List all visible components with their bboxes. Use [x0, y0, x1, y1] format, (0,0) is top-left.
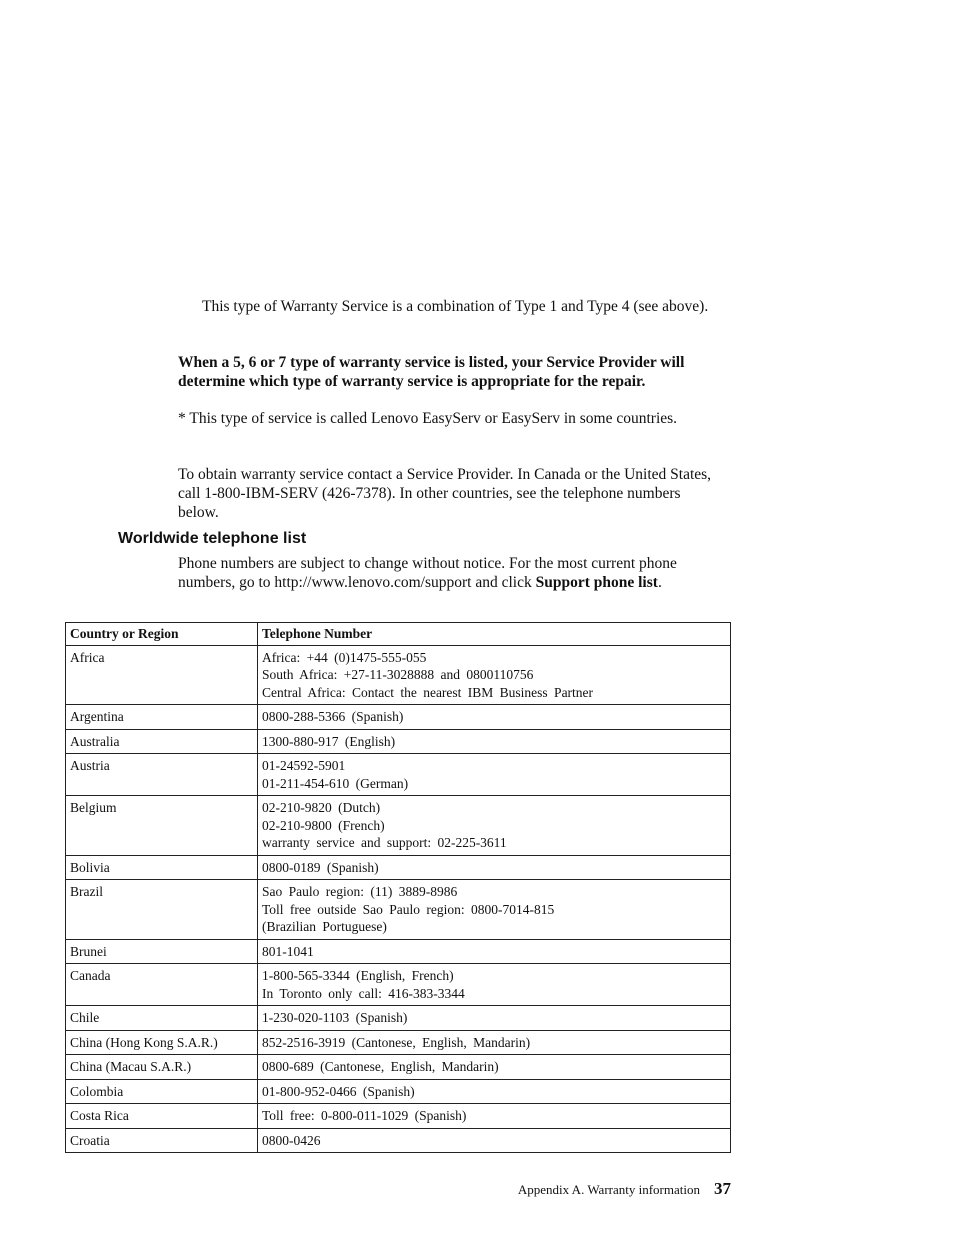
phone-list-intro	[178, 554, 723, 592]
country-cell: Canada	[66, 964, 258, 1006]
telephone-line: 852-2516-3919 (Cantonese, English, Mandarin)	[262, 1034, 531, 1050]
telephone-cell	[258, 1079, 731, 1104]
telephone-line: Sao Paulo region: (11) 3889-8986	[262, 884, 458, 899]
telephone-line: 1-800-565-3344 (English, French)	[262, 968, 454, 983]
footer-section-title: Appendix A. Warranty information	[517, 1182, 700, 1197]
telephone-line: 1-230-020-1103 (Spanish)	[262, 1010, 408, 1025]
telephone-table	[65, 622, 731, 1153]
telephone-line: 0800-689 (Cantonese, English, Mandarin)	[262, 1059, 499, 1074]
telephone-line: Central Africa: Contact the nearest IBM Business Partner	[262, 684, 594, 700]
country-cell: China (Hong Kong S.A.R.)	[66, 1030, 258, 1055]
page-number: 37	[714, 1179, 731, 1198]
country-cell: Colombia	[66, 1079, 258, 1104]
country-cell: Argentina	[66, 705, 258, 730]
telephone-line: 02-210-9800 (French)	[262, 817, 385, 833]
table-row	[66, 964, 731, 1006]
table-row	[66, 1079, 731, 1104]
telephone-cell	[258, 705, 731, 730]
country-cell: Chile	[66, 1006, 258, 1031]
country-cell: Austria	[66, 754, 258, 796]
table-row	[66, 754, 731, 796]
country-cell: Croatia	[66, 1128, 258, 1153]
easyserv-note: * This type of service is called Lenovo EasyServ or EasyServ in some countries.	[178, 410, 678, 427]
country-cell: Australia	[66, 729, 258, 754]
telephone-cell	[258, 1104, 731, 1129]
telephone-cell	[258, 1055, 731, 1080]
phone-list-intro-text: Phone numbers are subject to change without notice. For the most current phone numbers, go to http://www.lenovo.com/support and click	[178, 555, 677, 591]
table-row	[66, 939, 731, 964]
telephone-line: 0800-288-5366 (Spanish)	[262, 709, 404, 724]
table-row	[66, 729, 731, 754]
country-cell: Belgium	[66, 796, 258, 856]
telephone-line: 0800-0426	[262, 1132, 321, 1148]
table-header-row	[66, 623, 731, 646]
telephone-cell	[258, 645, 731, 705]
telephone-cell	[258, 729, 731, 754]
telephone-cell	[258, 1128, 731, 1153]
table-row	[66, 1055, 731, 1080]
telephone-line: (Brazilian Portuguese)	[262, 919, 387, 934]
country-cell: China (Macau S.A.R.)	[66, 1055, 258, 1080]
country-cell: Brazil	[66, 880, 258, 940]
table-row	[66, 705, 731, 730]
support-phone-list-link-text: Support phone list	[535, 574, 658, 591]
telephone-line: 02-210-9820 (Dutch)	[262, 800, 381, 815]
telephone-cell	[258, 939, 731, 964]
telephone-line: 1300-880-917 (English)	[262, 733, 396, 749]
telephone-line: South Africa: +27-11-3028888 and 0800110756	[262, 667, 534, 682]
table-row	[66, 1030, 731, 1055]
table-row	[66, 880, 731, 940]
table-row	[66, 1128, 731, 1153]
telephone-line: Toll free outside Sao Paulo region: 0800-7014-815	[262, 901, 555, 917]
telephone-line: 0800-0189 (Spanish)	[262, 859, 379, 875]
phone-list-intro-end: .	[657, 574, 662, 591]
section-heading: Worldwide telephone list	[118, 530, 307, 547]
telephone-line: In Toronto only call: 416-383-3344	[262, 985, 465, 1001]
obtain-service-paragraph: To obtain warranty service contact a Service Provider. In Canada or the United States, call 1-800-IBM-SERV (426-7378). In other countries, see the telephone numbers below.	[178, 466, 712, 521]
warranty-type-note: This type of Warranty Service is a combination of Type 1 and Type 4 (see above).	[202, 298, 709, 315]
telephone-cell	[258, 880, 731, 940]
telephone-line: Africa: +44 (0)1475-555-055	[262, 649, 427, 665]
column-header-telephone: Telephone Number	[258, 623, 731, 646]
telephone-line: 801-1041	[262, 943, 314, 959]
telephone-line: 01-211-454-610 (German)	[262, 775, 409, 791]
country-cell: Brunei	[66, 939, 258, 964]
country-cell: Costa Rica	[66, 1104, 258, 1129]
country-cell: Bolivia	[66, 855, 258, 880]
table-row	[66, 796, 731, 856]
telephone-line: Toll free: 0-800-011-1029 (Spanish)	[262, 1108, 467, 1123]
table-row	[66, 1104, 731, 1129]
table-row	[66, 1006, 731, 1031]
telephone-line: warranty service and support: 02-225-3611	[262, 835, 507, 850]
telephone-cell	[258, 964, 731, 1006]
telephone-line: 01-800-952-0466 (Spanish)	[262, 1083, 415, 1099]
table-row	[66, 855, 731, 880]
warranty-service-bold-note: When a 5, 6 or 7 type of warranty service is listed, your Service Provider will determine which type of warranty service is appropriate for the repair.	[178, 354, 685, 390]
telephone-cell	[258, 855, 731, 880]
telephone-cell	[258, 796, 731, 856]
telephone-cell	[258, 1006, 731, 1031]
page-footer	[518, 1178, 731, 1201]
telephone-cell	[258, 1030, 731, 1055]
telephone-line: 01-24592-5901	[262, 758, 346, 773]
telephone-cell	[258, 754, 731, 796]
table-row	[66, 645, 731, 705]
column-header-country: Country or Region	[66, 623, 258, 646]
table-body	[66, 645, 731, 1153]
country-cell: Africa	[66, 645, 258, 705]
